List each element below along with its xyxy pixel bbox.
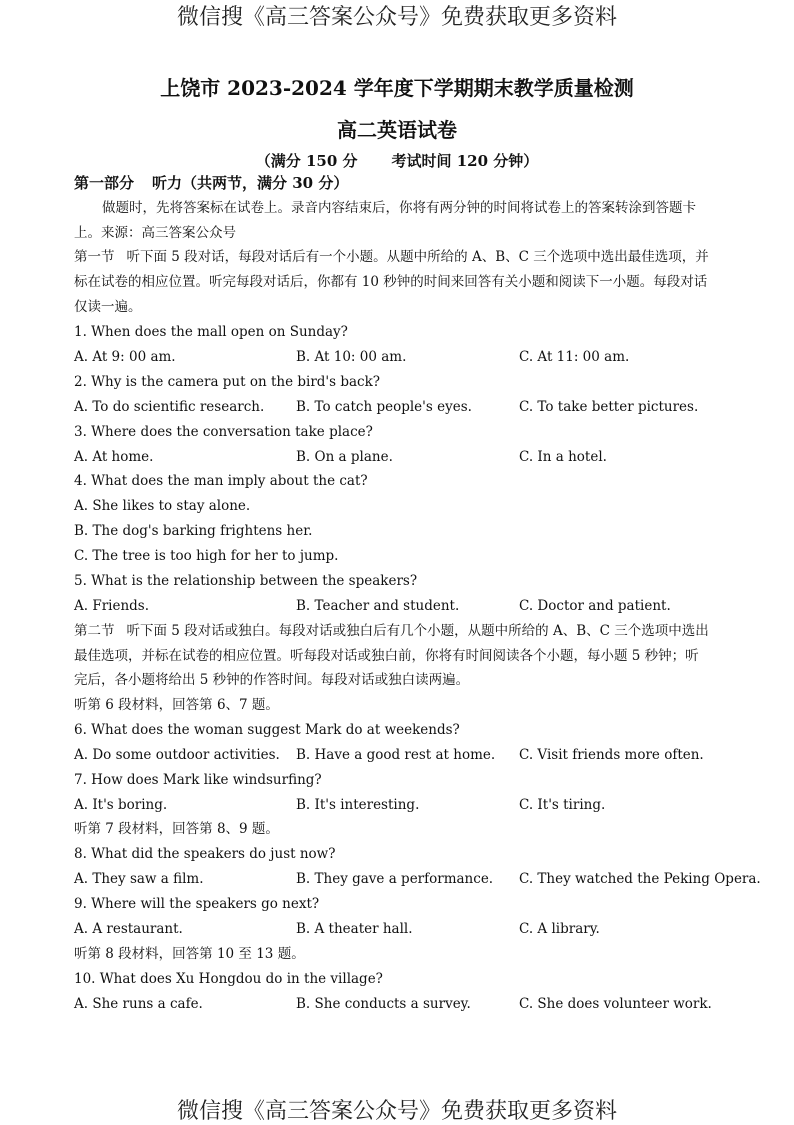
question-stem: 10. What does Xu Hongdou do in the village? [74, 971, 383, 987]
question-stem: 4. What does the man imply about the cat? [74, 473, 368, 489]
full-score: （满分 150 分 [255, 152, 358, 170]
sec1-text: 听下面 5 段对话，每段对话后有一个小题。从题中所给的 A、B、C 三个选项中选出最佳选项，并 [126, 249, 709, 265]
option-c: C. To take better pictures. [519, 399, 699, 415]
option-a: A. At home. [74, 449, 154, 465]
option-c: C. Doctor and patient. [519, 598, 671, 614]
option-b: B. On a plane. [296, 449, 393, 465]
part1-title: 听力（共两节，满分 30 分） [152, 174, 349, 192]
question-stem: 3. Where does the conversation take place? [74, 424, 373, 440]
option-c: C. They watched the Peking Opera. [519, 871, 761, 887]
option-a: A. She runs a cafe. [74, 996, 203, 1012]
option-b: B. At 10: 00 am. [296, 349, 407, 365]
option-c: C. The tree is too high for her to jump. [74, 548, 339, 564]
exam-info [0, 150, 794, 171]
option-b: B. Have a good rest at home. [296, 747, 496, 763]
option-c: C. She does volunteer work. [519, 996, 712, 1012]
option-c: C. At 11: 00 am. [519, 349, 630, 365]
option-b: B. She conducts a survey. [296, 996, 471, 1012]
part1-label: 第一部分 [74, 174, 135, 192]
option-a: A. It's boring. [74, 797, 168, 813]
sec1-instruction-line2: 标在试卷的相应位置。听完每段对话后，你都有 10 秒钟的时间来回答有关小题和阅读下一小题。每段对话 [74, 274, 708, 290]
option-c: C. Visit friends more often. [519, 747, 704, 763]
option-a: A. A restaurant. [74, 921, 183, 937]
part1-instruction-line1: 做题时，先将答案标在试卷上。录音内容结束后，你将有两分钟的时间将试卷上的答案转涂到答题卡 [102, 200, 696, 216]
option-b: B. It's interesting. [296, 797, 420, 813]
sec2-label: 第二节 [74, 623, 115, 639]
sec2-instruction-line1 [74, 622, 722, 640]
option-a: A. She likes to stay alone. [74, 498, 251, 514]
question-stem: 1. When does the mall open on Sunday? [74, 324, 348, 340]
part1-heading [74, 174, 722, 192]
option-a: A. They saw a film. [74, 871, 204, 887]
question-stem: 5. What is the relationship between the speakers? [74, 573, 418, 589]
question-stem: 9. Where will the speakers go next? [74, 896, 320, 912]
question-stem: 2. Why is the camera put on the bird's back? [74, 374, 381, 390]
option-a: A. At 9: 00 am. [74, 349, 176, 365]
option-c: C. In a hotel. [519, 449, 607, 465]
option-b: B. To catch people's eyes. [296, 399, 472, 415]
exam-time: 考试时间 120 分钟） [391, 152, 539, 170]
watermark-banner-top: 微信搜《高三答案公众号》免费获取更多资料 [176, 5, 617, 30]
material-instruction: 听第 8 段材料，回答第 10 至 13 题。 [74, 946, 305, 962]
option-a: A. To do scientific research. [74, 399, 265, 415]
option-b: B. A theater hall. [296, 921, 413, 937]
exam-subtitle: 高二英语试卷 [337, 118, 457, 142]
sec1-label: 第一节 [74, 249, 115, 265]
sec1-instruction-line3: 仅读一遍。 [74, 299, 142, 315]
material-instruction: 听第 6 段材料，回答第 6、7 题。 [74, 697, 279, 713]
question-stem: 6. What does the woman suggest Mark do at weekends? [74, 722, 460, 738]
sec2-instruction-line3: 完后，各小题将给出 5 秒钟的作答时间。每段对话或独白读两遍。 [74, 672, 470, 688]
watermark-banner-bottom: 微信搜《高三答案公众号》免费获取更多资料 [176, 1099, 617, 1124]
option-c: C. A library. [519, 921, 600, 937]
part1-instruction-line2: 上。来源：高三答案公众号 [74, 225, 236, 241]
exam-title: 上饶市 2023-2024 学年度下学期期末教学质量检测 [160, 76, 634, 100]
option-b: B. The dog's barking frightens her. [74, 523, 313, 539]
sec2-text: 听下面 5 段对话或独白。每段对话或独白后有几个小题，从题中所给的 A、B、C 三个选项中选出 [126, 623, 709, 639]
option-a: A. Friends. [74, 598, 150, 614]
question-stem: 7. How does Mark like windsurfing? [74, 772, 322, 788]
option-a: A. Do some outdoor activities. [74, 747, 280, 763]
question-stem: 8. What did the speakers do just now? [74, 846, 336, 862]
option-b: B. They gave a performance. [296, 871, 494, 887]
sec1-instruction-line1 [74, 248, 722, 266]
option-c: C. It's tiring. [519, 797, 606, 813]
sec2-instruction-line2: 最佳选项，并标在试卷的相应位置。听每段对话或独白前，你将有时间阅读各个小题，每小题 5 秒钟；听 [74, 648, 699, 664]
option-b: B. Teacher and student. [296, 598, 460, 614]
material-instruction: 听第 7 段材料，回答第 8、9 题。 [74, 821, 279, 837]
